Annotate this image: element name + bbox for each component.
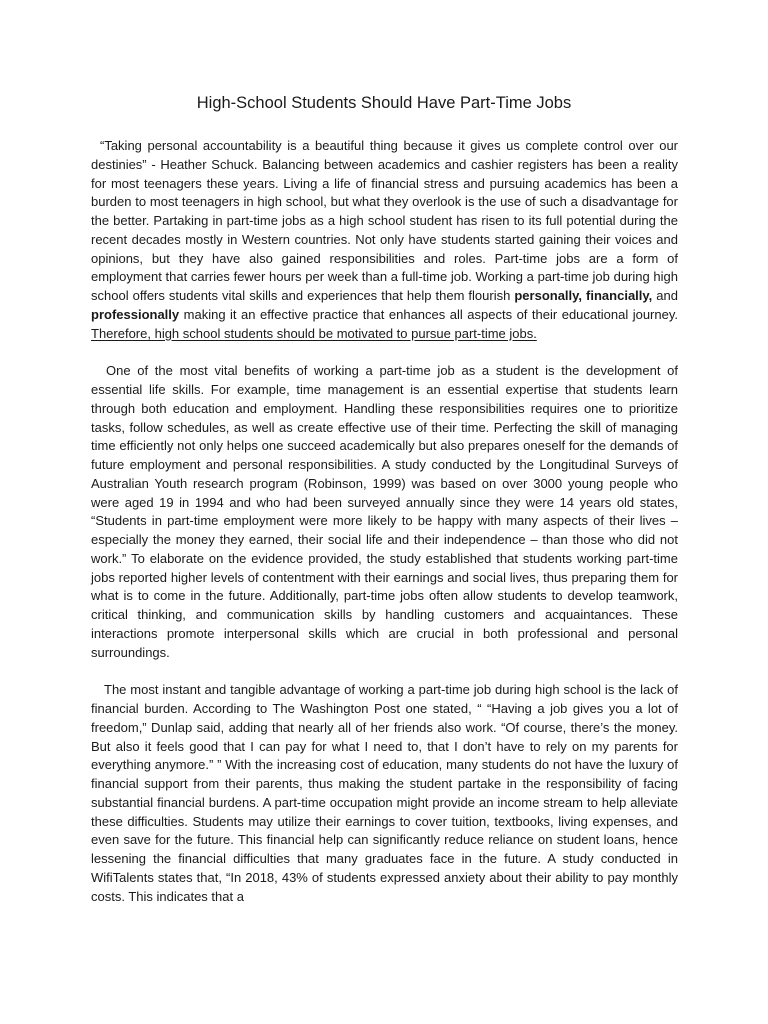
paragraph-financial: The most instant and tangible advantage of working a part-time job during high school is the lack of financial burden. According to The Washington Post one stated, “ “Having a job gives you a lot of freedom,” Dunlap said, adding that nearly all of her friends also work. “Of course, there’s the money. But also it feels good that I can pay for what I need to, that I don’t have to rely on my parents for everything anymore.” ” With the increasing cost of education, many students do not have the luxury of financial support from their parents, thus making the student partake in the responsibility of facing substantial financial burdens. A part-time occupation might provide an income stream to help alleviate these difficulties. Students may utilize their earnings to cover tuition, textbooks, living expenses, and even save for the future. This financial help can significantly reduce reliance on student loans, hence lessening the financial difficulties that many graduates face in the future. A study conducted in WifiTalents states that, “In 2018, 43% of students expressed anxiety about their ability to pay monthly costs. This indicates that a — [91, 682, 678, 904]
intro-middle-text: making it an effective practice that enhances all aspects of their educational journey. — [179, 306, 678, 322]
document-title: High-School Students Should Have Part-Time Jobs — [196, 94, 572, 112]
paragraph-life-skills: One of the most vital benefits of working a part-time job as a student is the development of essential life skills. For example, time management is an essential expertise that students learn through both education and employment. Handling these responsibilities requires one to prioritize tasks, follow schedules, as well as create effective use of their time. Perfecting the skill of managing time efficiently not only helps one succeed academically but also prepares oneself for the demands of future employment and personal responsibilities. A study conducted by the Longitudinal Surveys of Australian Youth research program (Robinson, 1999) was based on over 3000 young people who were aged 19 in 1994 and who had been surveyed annually since they were 14 years old states, “Students in part-time employment were more likely to be happy with many aspects of their lives – especially the money they earned, their social life and their independence – than those who did not work.” To elaborate on the evidence provided, the study established that students working part-time jobs reported higher levels of contentment with their earnings and social lives, thus preparing them for what is to come in the future. Additionally, part-time jobs often allow students to develop teamwork, critical thinking, and communication skills by handling customers and acquaintances. These interactions promote interpersonal skills which are crucial in both professional and personal surroundings. — [91, 363, 678, 660]
and-text: and — [652, 288, 678, 303]
bold-personally-financially: personally, financially, — [514, 288, 653, 303]
intro-text: “Taking personal accountability is a beautiful thing because it gives us complete control over our destinies” - Heather Schuck. Balancing between academics and cashier registers has been a reality for most teenagers these years. Living a life of financial stress and pursuing academics has been a burden to most teenagers in high school, but what they overlook is the use of such a disadvantage for the better. Partaking in part-time jobs as a high school student has risen to its full potential during the recent decades mostly in Western countries. Not only have students started gaining their voices and opinions, but they have also gained responsibilities and roles. Part-time jobs are a form of employment that carries fewer hours per week than a full-time job. Working a part-time job during high school offers students vital skills and experiences that help them flourish — [91, 138, 678, 303]
paragraph-introduction — [91, 137, 678, 343]
thesis-statement: Therefore, high school students should be motivated to pursue part-time jobs. — [91, 325, 537, 341]
document-body — [91, 137, 678, 925]
bold-professionally: professionally — [91, 306, 180, 322]
